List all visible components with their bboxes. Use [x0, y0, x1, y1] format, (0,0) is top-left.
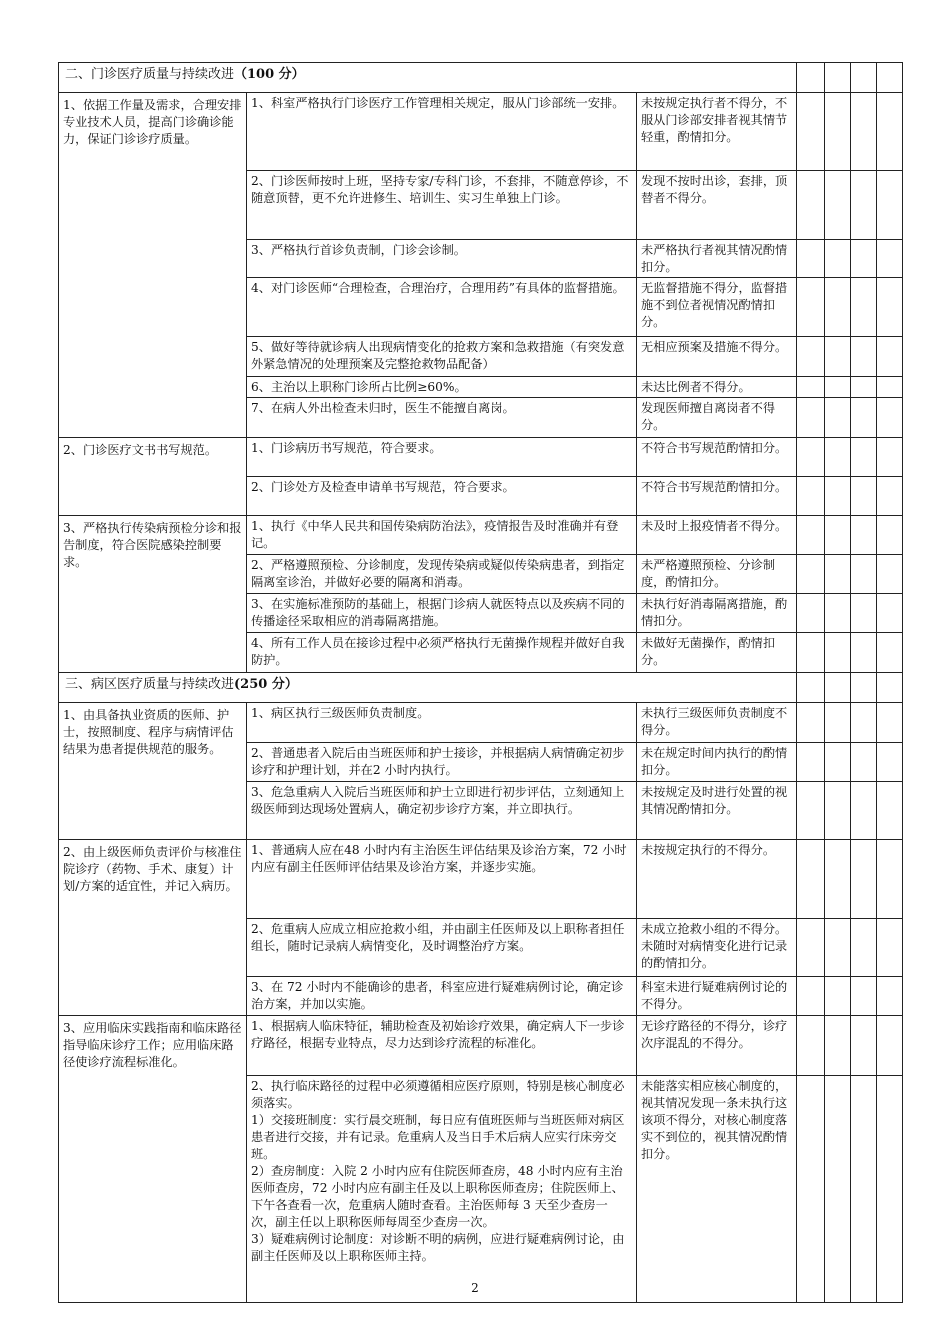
score-check-cell	[851, 278, 877, 337]
section-header-row	[59, 63, 903, 93]
score-check-cell	[825, 919, 851, 977]
score-check-cell	[877, 516, 903, 555]
category-cell: 1、由具备执业资质的医师、护士，按照制度、程序与病情评估结果为患者提供规范的服务。	[59, 703, 247, 840]
score-check-cell	[825, 633, 851, 673]
penalty-cell: 无相应预案及措施不得分。	[637, 337, 797, 377]
score-check-cell	[825, 63, 851, 93]
penalty-cell: 未按规定执行者不得分，不服从门诊部安排者视其情节轻重，酌情扣分。	[637, 93, 797, 171]
penalty-cell: 未按规定执行的不得分。	[637, 840, 797, 919]
score-check-cell	[877, 63, 903, 93]
score-check-cell	[825, 278, 851, 337]
requirement-cell: 2、执行临床路径的过程中必须遵循相应医疗原则，特别是核心制度必须落实。 1）交接班制度：实行晨交班制，每日应有值班医师与当班医师对病区患者进行交接，并有记录。危重病人及当日手术后病人应实行床旁交班。 2）查房制度：入院 2 小时内应有住院医师查房，48 小时内应有主治医师查房，72 小时内应有副主任及以上职称医师查房；住院医师上、下午各查看一次，危重病人随时查看。主治医师每 3 天至少查房一次，副主任以上职称医师每周至少查房一次。 3）疑难病例讨论制度：对诊断不明的病例，应进行疑难病例讨论，由副主任医师及以上职称医师主持。	[247, 1076, 637, 1303]
requirement-cell: 4、所有工作人员在接诊过程中必须严格执行无菌操作规程并做好自我防护。	[247, 633, 637, 673]
score-check-cell	[825, 673, 851, 703]
table-row	[59, 438, 903, 477]
requirement-cell: 2、严格遵照预检、分诊制度，发现传染病或疑似传染病患者，到指定隔离室诊治，并做好必要的隔离和消毒。	[247, 555, 637, 594]
score-check-cell	[877, 840, 903, 919]
penalty-cell: 发现不按时出诊，套排，顶替者不得分。	[637, 171, 797, 240]
score-check-cell	[825, 438, 851, 477]
page-number: 2	[471, 1281, 479, 1295]
score-check-cell	[797, 594, 825, 633]
requirement-cell: 3、在 72 小时内不能确诊的患者，科室应进行疑难病例讨论，确定诊治方案，并加以实施。	[247, 977, 637, 1016]
score-check-cell	[797, 398, 825, 438]
category-cell: 3、应用临床实践指南和临床路径指导临床诊疗工作；应用临床路径使诊疗流程标准化。	[59, 1016, 247, 1303]
score-check-cell	[797, 633, 825, 673]
score-check-cell	[851, 240, 877, 278]
requirement-cell: 2、门诊医师按时上班，坚持专家/专科门诊，不套排，不随意停诊，不随意顶替，更不允许进修生、培训生、实习生单独上门诊。	[247, 171, 637, 240]
score-check-cell	[851, 782, 877, 840]
penalty-cell: 未在规定时间内执行的酌情扣分。	[637, 743, 797, 782]
score-check-cell	[851, 1016, 877, 1076]
requirement-cell: 3、在实施标准预防的基础上，根据门诊病人就医特点以及疾病不同的传播途径采取相应的消毒隔离措施。	[247, 594, 637, 633]
requirement-cell: 2、危重病人应成立相应抢救小组，并由副主任医师及以上职称者担任组长，随时记录病人病情变化，及时调整治疗方案。	[247, 919, 637, 977]
score-check-cell	[797, 782, 825, 840]
score-check-cell	[825, 782, 851, 840]
score-check-cell	[797, 278, 825, 337]
table-row	[59, 516, 903, 555]
category-cell: 2、门诊医疗文书书写规范。	[59, 438, 247, 516]
penalty-cell: 无诊疗路径的不得分，诊疗次序混乱的不得分。	[637, 1016, 797, 1076]
penalty-cell: 无监督措施不得分，监督措施不到位者视情况酌情扣分。	[637, 278, 797, 337]
score-check-cell	[877, 555, 903, 594]
penalty-cell: 未执行三级医师负责制度不得分。	[637, 703, 797, 743]
penalty-cell: 未成立抢救小组的不得分。未随时对病情变化进行记录的酌情扣分。	[637, 919, 797, 977]
requirement-cell: 5、做好等待就诊病人出现病情变化的抢救方案和急救措施（有突发意外紧急情况的处理预案及完整抢救物品配备）	[247, 337, 637, 377]
score-check-cell	[877, 633, 903, 673]
score-table-page	[58, 62, 902, 1303]
section-score: （100 分）	[234, 67, 305, 82]
quality-evaluation-table	[58, 62, 903, 1303]
score-check-cell	[877, 337, 903, 377]
section-title	[59, 673, 797, 703]
score-check-cell	[797, 743, 825, 782]
score-check-cell	[825, 477, 851, 516]
requirement-cell: 7、在病人外出检查未归时，医生不能擅自离岗。	[247, 398, 637, 438]
requirement-cell: 3、严格执行首诊负责制，门诊会诊制。	[247, 240, 637, 278]
score-check-cell	[825, 555, 851, 594]
score-check-cell	[851, 633, 877, 673]
score-check-cell	[797, 337, 825, 377]
score-check-cell	[851, 438, 877, 477]
score-check-cell	[797, 438, 825, 477]
section-header-row	[59, 673, 903, 703]
score-check-cell	[877, 977, 903, 1016]
penalty-cell: 未按规定及时进行处置的视其情况酌情扣分。	[637, 782, 797, 840]
score-check-cell	[851, 743, 877, 782]
score-check-cell	[797, 703, 825, 743]
score-check-cell	[877, 782, 903, 840]
score-check-cell	[851, 63, 877, 93]
penalty-cell: 发现医师擅自离岗者不得分。	[637, 398, 797, 438]
score-check-cell	[851, 171, 877, 240]
score-check-cell	[877, 438, 903, 477]
penalty-cell: 科室未进行疑难病例讨论的不得分。	[637, 977, 797, 1016]
section-score: (250 分）	[234, 677, 298, 692]
score-check-cell	[825, 1016, 851, 1076]
table-row	[59, 703, 903, 743]
requirement-cell: 2、普通患者入院后由当班医师和护士接诊，并根据病人病情确定初步诊疗和护理计划，并在2 小时内执行。	[247, 743, 637, 782]
score-check-cell	[851, 919, 877, 977]
requirement-cell: 1、门诊病历书写规范，符合要求。	[247, 438, 637, 477]
score-check-cell	[797, 1016, 825, 1076]
score-check-cell	[797, 63, 825, 93]
score-check-cell	[851, 377, 877, 398]
score-check-cell	[797, 171, 825, 240]
score-check-cell	[877, 743, 903, 782]
score-check-cell	[825, 240, 851, 278]
score-check-cell	[877, 1076, 903, 1303]
score-check-cell	[825, 594, 851, 633]
penalty-cell: 不符合书写规范酌情扣分。	[637, 438, 797, 477]
score-check-cell	[851, 555, 877, 594]
score-check-cell	[877, 398, 903, 438]
score-check-cell	[851, 594, 877, 633]
score-check-cell	[825, 93, 851, 171]
score-check-cell	[797, 240, 825, 278]
requirement-cell: 1、普通病人应在48 小时内有主治医生评估结果及诊治方案，72 小时内应有副主任医师评估结果及诊治方案，并逐步实施。	[247, 840, 637, 919]
score-check-cell	[851, 477, 877, 516]
score-check-cell	[851, 703, 877, 743]
section-title-text: 三、病区医疗质量与持续改进	[65, 677, 235, 692]
requirement-cell: 1、科室严格执行门诊医疗工作管理相关规定，服从门诊部统一安排。	[247, 93, 637, 171]
requirement-cell: 3、危急重病人入院后当班医师和护士立即进行初步评估，立刻通知上级医师到达现场处置病人，确定初步诊疗方案，并立即执行。	[247, 782, 637, 840]
penalty-cell: 未及时上报疫情者不得分。	[637, 516, 797, 555]
score-check-cell	[825, 840, 851, 919]
score-check-cell	[797, 377, 825, 398]
score-check-cell	[877, 171, 903, 240]
category-cell: 1、依据工作量及需求，合理安排专业技术人员，提高门诊确诊能力，保证门诊诊疗质量。	[59, 93, 247, 438]
score-check-cell	[851, 977, 877, 1016]
score-check-cell	[825, 743, 851, 782]
score-check-cell	[797, 840, 825, 919]
score-check-cell	[877, 278, 903, 337]
score-check-cell	[851, 516, 877, 555]
score-check-cell	[825, 377, 851, 398]
score-check-cell	[877, 703, 903, 743]
requirement-cell: 1、根据病人临床特征，辅助检查及初始诊疗效果，确定病人下一步诊疗路径，根据专业特点，尽力达到诊疗流程的标准化。	[247, 1016, 637, 1076]
requirement-cell: 1、病区执行三级医师负责制度。	[247, 703, 637, 743]
score-check-cell	[877, 477, 903, 516]
score-check-cell	[877, 93, 903, 171]
score-check-cell	[797, 516, 825, 555]
score-check-cell	[797, 919, 825, 977]
score-check-cell	[877, 240, 903, 278]
section-title-text: 二、门诊医疗质量与持续改进	[65, 67, 235, 82]
category-cell: 3、严格执行传染病预检分诊和报告制度，符合医院感染控制要求。	[59, 516, 247, 673]
score-check-cell	[851, 1076, 877, 1303]
table-row	[59, 93, 903, 171]
penalty-cell: 未能落实相应核心制度的，视其情况发现一条未执行这该项不得分，对核心制度落实不到位的，视其情况酌情扣分。	[637, 1076, 797, 1303]
table-row	[59, 1016, 903, 1076]
score-check-cell	[825, 337, 851, 377]
score-check-cell	[877, 919, 903, 977]
score-check-cell	[797, 977, 825, 1016]
score-check-cell	[797, 1076, 825, 1303]
requirement-cell: 4、对门诊医师“合理检查，合理治疗，合理用药”有具体的监督措施。	[247, 278, 637, 337]
score-check-cell	[825, 977, 851, 1016]
penalty-cell: 未严格执行者视其情况酌情扣分。	[637, 240, 797, 278]
score-check-cell	[825, 171, 851, 240]
score-check-cell	[877, 673, 903, 703]
score-check-cell	[877, 377, 903, 398]
penalty-cell: 未严格遵照预检、分诊制度，酌情扣分。	[637, 555, 797, 594]
penalty-cell: 不符合书写规范酌情扣分。	[637, 477, 797, 516]
requirement-cell: 2、门诊处方及检查申请单书写规范，符合要求。	[247, 477, 637, 516]
score-check-cell	[797, 555, 825, 594]
score-check-cell	[825, 398, 851, 438]
score-check-cell	[877, 594, 903, 633]
score-check-cell	[825, 703, 851, 743]
score-check-cell	[797, 93, 825, 171]
score-check-cell	[797, 673, 825, 703]
score-check-cell	[797, 477, 825, 516]
requirement-cell: 6、主治以上职称门诊所占比例≥60%。	[247, 377, 637, 398]
score-check-cell	[825, 1076, 851, 1303]
penalty-cell: 未执行好消毒隔离措施，酌情扣分。	[637, 594, 797, 633]
section-title	[59, 63, 797, 93]
score-check-cell	[851, 337, 877, 377]
score-check-cell	[825, 516, 851, 555]
score-check-cell	[851, 398, 877, 438]
table-row	[59, 840, 903, 919]
penalty-cell: 未达比例者不得分。	[637, 377, 797, 398]
score-check-cell	[877, 1016, 903, 1076]
penalty-cell: 未做好无菌操作，酌情扣分。	[637, 633, 797, 673]
requirement-cell: 1、执行《中华人民共和国传染病防治法》，疫情报告及时准确并有登记。	[247, 516, 637, 555]
score-check-cell	[851, 93, 877, 171]
score-check-cell	[851, 840, 877, 919]
score-check-cell	[851, 673, 877, 703]
category-cell: 2、由上级医师负责评价与核准住院诊疗（药物、手术、康复）计划/方案的适宜性，并记入病历。	[59, 840, 247, 1016]
